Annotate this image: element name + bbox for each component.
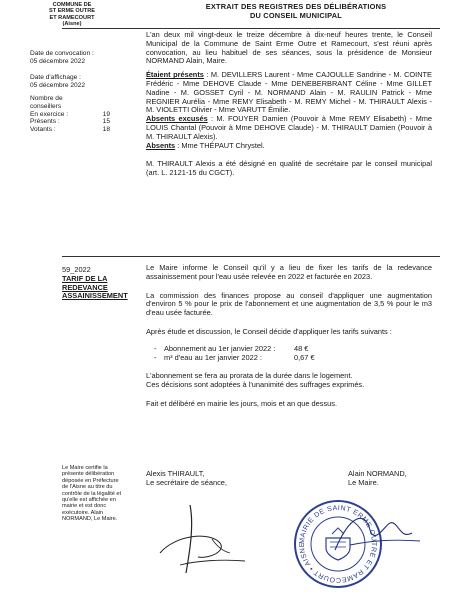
final-line: Fait et délibéré en mairie les jours, mois et an que dessus.: [146, 398, 338, 408]
secretary-role: Le secrétaire de séance,: [146, 477, 227, 487]
deliberation-body: [146, 264, 432, 409]
title-line: EXTRAIT DES REGISTRES DES DÉLIBÉRATIONS: [205, 2, 387, 11]
certification-note: Le Maire certifie la présente délibération déposée en Préfecture de l'Aisne au titre du contrôle de la légalité et qu'elle est affichée en mairie et est donc exécutoire. Alain NORMAND, Le Maire.: [62, 465, 122, 523]
tariff-row: - m³ d'eau au 1er janvier 2022 : 0,67 €: [154, 352, 315, 362]
deliberation-number: 59_2022: [62, 265, 91, 274]
count-row: [30, 111, 110, 119]
secretary-signature-block: [146, 470, 266, 488]
excuses-label: Absents excusés: [146, 114, 208, 124]
count-row-label: En exercice :: [30, 110, 69, 118]
mayor-name: Alain NORMAND,: [348, 469, 407, 478]
count-label: conseillers: [30, 102, 62, 110]
deliberation-paragraph: La commission des finances propose au conseil d'appliquer une augmentation d'environ 5 % pour le prix de l'abonnement et une augmentation de 3,5 % pour le m3 d'eau usée facturée.: [146, 290, 432, 318]
deliberation-paragraph: Après étude et discussion, le Conseil décide d'appliquer les tarifs suivants :: [146, 326, 392, 336]
absents-paragraph: [146, 142, 432, 151]
tariff-value: 48 €: [294, 343, 309, 353]
commune-line: ET RAMECOURT: [49, 14, 95, 21]
tariff-row: - Abonnement au 1er janvier 2022 : 48 €: [154, 343, 309, 353]
count-row: [30, 118, 110, 126]
convocation-label: Date de convocation :: [30, 50, 94, 57]
secretary-name: Alexis THIRAULT,: [146, 469, 205, 478]
count-row-value: 19: [102, 110, 110, 118]
secretary-handwritten-signature: [150, 495, 250, 585]
secretary-designation: M. THIRAULT Alexis a été désigné en qualité de secrétaire par le conseil municipal (art. L. 2121-15 du CGCT).: [146, 159, 432, 178]
excuses-text: : M. FOUYER Damien (Pouvoir à Mme REMY Elisabeth) - Mme LOUIS Chantal (Pouvoir à Mme DEHOVE Claude) - M. THIRAULT Damien (Pouvoir à M. THIRAULT Alexis).: [146, 114, 432, 141]
deliberation-paragraph: Le Maire informe le Conseil qu'il y a lieu de fixer les tarifs de la redevance assainissement pour l'eau usée relevée en 2022 et facturée en 2023.: [146, 263, 432, 281]
document-title: [196, 3, 396, 21]
mayor-handwritten-signature: [330, 505, 425, 565]
commune-header: [28, 2, 116, 28]
header-rule: [62, 28, 440, 29]
count-label: Nombre de: [30, 95, 63, 103]
deliberation-title: TARIF DE LA: [62, 273, 108, 283]
section-rule: [62, 256, 440, 257]
meeting-meta: [30, 50, 140, 133]
presents-text: : M. DEVILLERS Laurent - Mme CAJOULLE Sandrine - M. COINTE Frédéric - Mme DEHOVE Claude - Mme DENEBERBRANT Céline - Mme GILLET Nadine - M. GOSSET Cyril - M. NORMAND Alain - M. RAULIN Patrick - Mme REGNIER Aurélia - Mme REMY Elisabeth - M. REMY Michel - M. THIRAULT Alexis - M. VIOLETTI Olivier - Mme VARUTT Émilie.: [146, 70, 432, 115]
affichage-date: 05 décembre 2022: [30, 81, 85, 89]
tariff-label: Abonnement au 1er janvier 2022 :: [164, 343, 276, 353]
session-block: [146, 31, 432, 183]
closing-paragraph: L'abonnement se fera au prorata de la durée dans le logement.: [146, 371, 353, 381]
deliberation-title: REDEVANCE: [62, 282, 108, 292]
convocation-date: 05 décembre 2022: [30, 57, 85, 65]
presents-label: Étaient présents: [146, 70, 204, 80]
tariff-label: m³ d'eau au 1er janvier 2022 :: [164, 352, 262, 362]
count-row-label: Présents :: [30, 118, 60, 126]
absents-text: : Mme THÉPAUT Chrystel.: [177, 140, 265, 150]
excuses-paragraph: [146, 115, 432, 141]
deliberation-heading: [62, 266, 142, 301]
commune-line: ST ERME OUTRE: [49, 8, 95, 15]
tariff-list: [146, 345, 432, 363]
mayor-role: Le Maire.: [348, 477, 379, 487]
mayor-signature-block: [348, 470, 438, 488]
count-row: [30, 126, 110, 134]
stamp-text: MAIRIE DE SAINT ERME OUTRE ET RAMECOURT • AISNE: [298, 504, 378, 584]
affichage-label: Date d'affichage :: [30, 74, 81, 82]
deliberation-title: ASSAINISSEMENT: [62, 291, 128, 301]
presents-paragraph: [146, 71, 432, 115]
tariff-value: 0,67 €: [294, 352, 315, 362]
count-row-value: 18: [102, 125, 110, 133]
closing-paragraph: Ces décisions sont adoptées à l'unanimité des suffrages exprimés.: [146, 380, 365, 390]
commune-line: (Aisne): [62, 21, 82, 28]
count-row-value: 15: [102, 118, 110, 126]
title-line: DU CONSEIL MUNICIPAL: [249, 10, 342, 20]
count-row-label: Votants :: [30, 125, 56, 133]
session-intro: L'an deux mil vingt-deux le treize décembre à dix-neuf heures trente, le Conseil Municipal de la Commune de Saint Erme Outre et Ramecourt, s'est réuni après convocation, au lieu habituel de ses séances, sous la présidence de Monsieur NORMAND Alain, Maire.: [146, 30, 432, 66]
absents-label: Absents: [146, 140, 176, 150]
commune-line: COMMUNE DE: [52, 2, 92, 8]
